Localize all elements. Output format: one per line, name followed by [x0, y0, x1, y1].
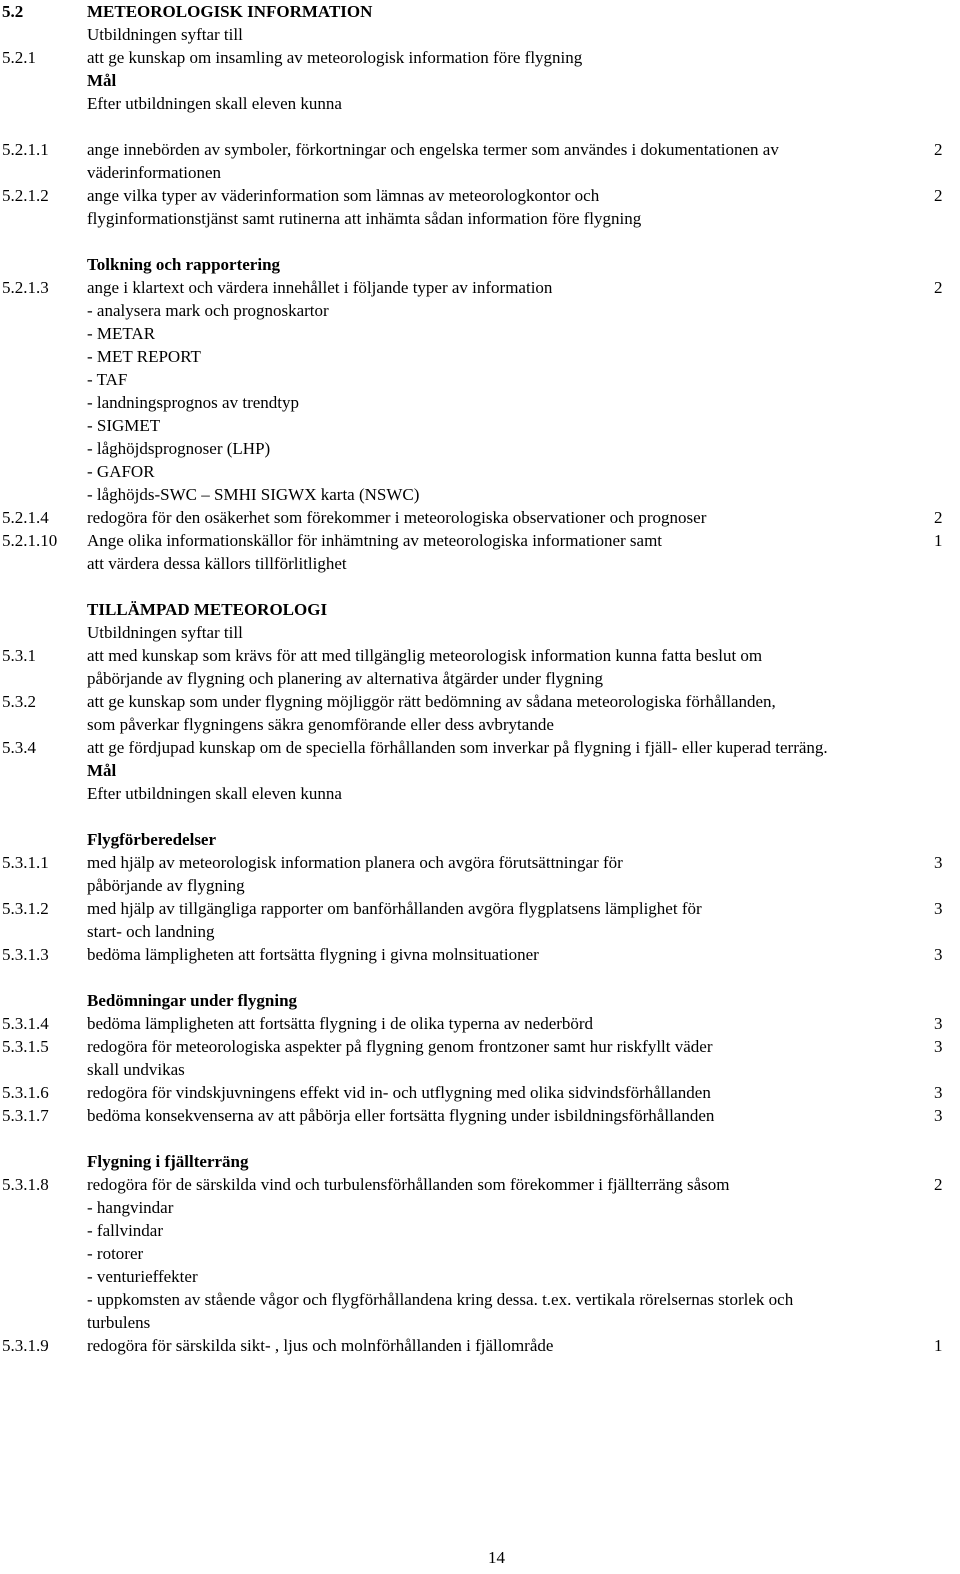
item-text: att värdera dessa källors tillförlitlighet: [87, 554, 347, 573]
item-number: 5.3.1.5: [2, 1037, 49, 1056]
text-line: [0, 575, 960, 598]
item-text: med hjälp av meteorologisk information planera och avgöra förutsättningar för: [87, 853, 623, 872]
text-line: [0, 920, 960, 943]
text-line: [0, 23, 960, 46]
objective-line: [0, 529, 960, 552]
item-text: att ge kunskap som under flygning möjliggör rätt bedömning av sådana meteorologiska förhållanden,: [87, 692, 776, 711]
text-line: [0, 368, 960, 391]
item-text: Utbildningen syftar till: [87, 623, 243, 642]
item-level: 3: [934, 945, 943, 964]
item-text: - låghöjdsprognoser (LHP): [87, 439, 271, 458]
item-text: Utbildningen syftar till: [87, 25, 243, 44]
text-line: [0, 322, 960, 345]
item-text: Bedömningar under flygning: [87, 991, 298, 1010]
item-text: flyginformationstjänst samt rutinerna att inhämta sådan information före flygning: [87, 209, 642, 228]
item-text: väderinformationen: [87, 163, 222, 182]
objective-line: [0, 736, 960, 759]
text-line: [0, 345, 960, 368]
item-level: 3: [934, 1083, 943, 1102]
item-number: 5.3.1.2: [2, 899, 49, 918]
item-text: redogöra för den osäkerhet som förekommer i meteorologiska observationer och prognoser: [87, 508, 707, 527]
item-number: 5.3.1: [2, 646, 36, 665]
item-number: 5.3.1.8: [2, 1175, 49, 1194]
item-text: Tolkning och rapportering: [87, 255, 281, 274]
item-number: 5.2.1.1: [2, 140, 49, 159]
item-text: - hangvindar: [87, 1198, 174, 1217]
item-text: skall undvikas: [87, 1060, 185, 1079]
text-line: [0, 437, 960, 460]
objective-line: [0, 1035, 960, 1058]
text-line: [0, 460, 960, 483]
objective-line: [0, 184, 960, 207]
item-text: Mål: [87, 761, 117, 780]
item-level: 2: [934, 508, 943, 527]
item-text: METEOROLOGISK INFORMATION: [87, 2, 373, 21]
item-level: 3: [934, 1014, 943, 1033]
section-heading-line: [0, 69, 960, 92]
objective-line: [0, 644, 960, 667]
item-text: Flygförberedelser: [87, 830, 217, 849]
text-line: [0, 1288, 960, 1311]
item-text: redogöra för meteorologiska aspekter på flygning genom frontzoner samt hur riskfyllt väder: [87, 1037, 713, 1056]
item-text: turbulens: [87, 1313, 151, 1332]
item-number: 5.2.1.2: [2, 186, 49, 205]
item-text: ange i klartext och värdera innehållet i följande typer av information: [87, 278, 553, 297]
item-text: redogöra för särskilda sikt- , ljus och molnförhållanden i fjällområde: [87, 1336, 554, 1355]
item-text: redogöra för de särskilda vind och turbulensförhållanden som förekommer i fjällterräng såsom: [87, 1175, 730, 1194]
item-number: 5.3.4: [2, 738, 36, 757]
item-text: bedöma lämpligheten att fortsätta flygning i de olika typerna av nederbörd: [87, 1014, 594, 1033]
section-heading-line: [0, 989, 960, 1012]
text-line: [0, 782, 960, 805]
item-text: bedöma konsekvenserna av att påbörja eller fortsätta flygning under isbildningsförhållanden: [87, 1106, 715, 1125]
item-text: att ge fördjupad kunskap om de speciella förhållanden som inverkar på flygning i fjäll- eller kuperad terräng.: [87, 738, 828, 757]
section-heading-line: [0, 759, 960, 782]
item-text: - låghöjds-SWC – SMHI SIGWX karta (NSWC): [87, 485, 420, 504]
text-line: [0, 1127, 960, 1150]
text-line: [0, 621, 960, 644]
objective-line: [0, 943, 960, 966]
item-text: - uppkomsten av stående vågor och flygförhållandena kring dessa. t.ex. vertikala rörelsernas storlek och: [87, 1290, 794, 1309]
item-level: 3: [934, 1037, 943, 1056]
item-level: 2: [934, 1175, 943, 1194]
text-line: [0, 1265, 960, 1288]
item-number: 5.2.1.4: [2, 508, 49, 527]
page-number: 14: [488, 1548, 505, 1567]
text-line: [0, 92, 960, 115]
item-level: 3: [934, 853, 943, 872]
objective-line: [0, 276, 960, 299]
item-text: som påverkar flygningens säkra genomförande eller dess avbrytande: [87, 715, 554, 734]
item-text: - rotorer: [87, 1244, 144, 1263]
item-text: att med kunskap som krävs för att med tillgänglig meteorologisk information kunna fatta beslut om: [87, 646, 763, 665]
item-text: - TAF: [87, 370, 128, 389]
text-line: [0, 414, 960, 437]
section-heading-line: [0, 828, 960, 851]
text-line: [0, 1058, 960, 1081]
item-text: Ange olika informationskällor för inhämtning av meteorologiska informationer samt: [87, 531, 663, 550]
item-text: start- och landning: [87, 922, 215, 941]
objective-line: [0, 1081, 960, 1104]
item-text: ange vilka typer av väderinformation som lämnas av meteorologkontor och: [87, 186, 600, 205]
item-level: 2: [934, 140, 943, 159]
item-level: 3: [934, 899, 943, 918]
item-text: bedöma lämpligheten att fortsätta flygning i givna molnsituationer: [87, 945, 539, 964]
item-text: att ge kunskap om insamling av meteorologisk information före flygning: [87, 48, 583, 67]
item-text: påbörjande av flygning och planering av alternativa åtgärder under flygning: [87, 669, 603, 688]
text-line: [0, 805, 960, 828]
item-number: 5.3.1.7: [2, 1106, 49, 1125]
item-text: - venturieffekter: [87, 1267, 198, 1286]
objective-line: [0, 1104, 960, 1127]
objective-line: [0, 1334, 960, 1357]
text-line: [0, 1196, 960, 1219]
item-text: med hjälp av tillgängliga rapporter om banförhållanden avgöra flygplatsens lämplighet för: [87, 899, 702, 918]
item-number: 5.2.1.3: [2, 278, 49, 297]
text-line: [0, 713, 960, 736]
item-text: ange innebörden av symboler, förkortningar och engelska termer som användes i dokumentationen av: [87, 140, 779, 159]
item-number: 5.2: [2, 2, 24, 21]
item-number: 5.2.1.10: [2, 531, 58, 550]
text-line: [0, 667, 960, 690]
text-line: [0, 552, 960, 575]
item-text: Efter utbildningen skall eleven kunna: [87, 784, 342, 803]
objective-line: [0, 1012, 960, 1035]
text-line: [0, 1311, 960, 1334]
item-level: 3: [934, 1106, 943, 1125]
item-level: 1: [934, 1336, 943, 1355]
section-heading-line: [0, 598, 960, 621]
section-heading-line: [0, 0, 960, 23]
item-level: 2: [934, 278, 943, 297]
item-text: Efter utbildningen skall eleven kunna: [87, 94, 342, 113]
item-text: Flygning i fjällterräng: [87, 1152, 249, 1171]
objective-line: [0, 46, 960, 69]
text-line: [0, 230, 960, 253]
item-text: - GAFOR: [87, 462, 155, 481]
item-text: - SIGMET: [87, 416, 161, 435]
item-number: 5.3.2: [2, 692, 36, 711]
objective-line: [0, 897, 960, 920]
text-line: [0, 115, 960, 138]
objective-line: [0, 506, 960, 529]
text-line: [0, 391, 960, 414]
item-text: påbörjande av flygning: [87, 876, 245, 895]
text-line: [0, 161, 960, 184]
item-text: TILLÄMPAD METEOROLOGI: [87, 600, 328, 619]
objective-line: [0, 851, 960, 874]
item-number: 5.3.1.1: [2, 853, 49, 872]
item-text: - MET REPORT: [87, 347, 201, 366]
item-number: 5.3.1.3: [2, 945, 49, 964]
item-level: 1: [934, 531, 943, 550]
item-number: 5.3.1.9: [2, 1336, 49, 1355]
section-heading-line: [0, 253, 960, 276]
text-line: [0, 207, 960, 230]
objective-line: [0, 690, 960, 713]
text-line: [0, 1242, 960, 1265]
objective-line: [0, 1173, 960, 1196]
item-number: 5.3.1.4: [2, 1014, 49, 1033]
objective-line: [0, 138, 960, 161]
text-line: [0, 874, 960, 897]
item-text: - landningsprognos av trendtyp: [87, 393, 299, 412]
item-number: 5.3.1.6: [2, 1083, 49, 1102]
section-heading-line: [0, 1150, 960, 1173]
text-line: [0, 1219, 960, 1242]
item-level: 2: [934, 186, 943, 205]
item-number: 5.2.1: [2, 48, 36, 67]
item-text: - analysera mark och prognoskartor: [87, 301, 329, 320]
item-text: Mål: [87, 71, 117, 90]
text-line: [0, 483, 960, 506]
text-line: [0, 966, 960, 989]
item-text: redogöra för vindskjuvningens effekt vid in- och utflygning med olika sidvindsförhållanden: [87, 1083, 711, 1102]
item-text: - fallvindar: [87, 1221, 163, 1240]
item-text: - METAR: [87, 324, 156, 343]
text-line: [0, 299, 960, 322]
